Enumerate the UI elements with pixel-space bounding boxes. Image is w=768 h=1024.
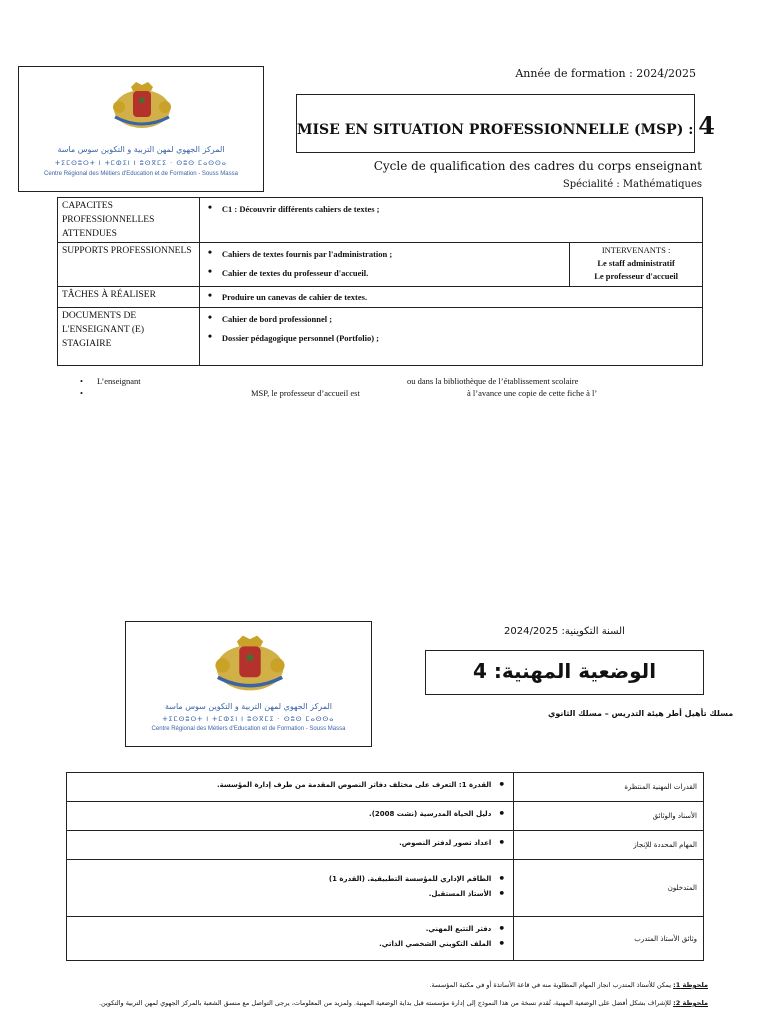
cycle-text: Cycle de qualification des cadres du corps enseignant [373,159,702,173]
row-documents [58,308,703,366]
logo-french-text: Centre Régional des Métiers d'Education et de Formation - Souss Massa [44,171,238,177]
msp-title-box [296,94,715,153]
ar-title-box [425,650,704,695]
ar-row [67,917,704,961]
taches-item: • Produire un canevas de cahier de textes. [204,290,698,304]
documents-item: • Cahier de bord professionnel ; [204,312,698,326]
intervenants-title: INTERVENANTS : [601,245,671,255]
row-capacites [58,198,703,243]
msp-table-ar [66,772,704,961]
royal-emblem-icon [111,79,173,131]
supports-item: • Cahier de textes du professeur d'accueil. [204,266,565,280]
ar-row-item: • اعداد تصور لدفتر النصوص. [73,839,507,847]
ar-row-item: • الأستاذ المستقبل. [73,890,507,898]
capacites-item: • C1 : Découvrir différents cahiers de textes ; [204,202,698,216]
note-fr-2-end: à l’avance une copie de cette fiche à l’ [467,388,598,398]
msp-table-fr [57,197,703,366]
logo-french-text: Centre Régional des Métiers d'Education et de Formation - Souss Massa [151,726,346,732]
ar-row-label: الأسناد والوثائق [514,802,704,831]
speciality-text: Spécialité : Mathématiques [562,179,702,190]
intervenants-cell [570,243,703,287]
training-year-ar: السنة التكوينية: 2024/2025 [504,626,625,637]
ar-row-item: • القدرة 1: التعرف على مختلف دفاتر النصوص المقدمة من طرف إدارة المؤسسة. [73,781,507,789]
ar-row [67,831,704,860]
ar-row [67,860,704,917]
ar-note-2-text: للإشراف بشكل أفضل على الوضعية المهنية، تُقدم نسخة من هذا النموذج إلى إدارة مؤسسته قبل بداية الوضعية المهنية. ولمزيد من المعلومات، يرجى التواصل مع منسق الشعبة بالمركز الجهوي لمهن التربية والتكوين. [98,999,674,1007]
ar-title: الوضعية المهنية: 4 [472,659,657,683]
ar-note-1-label: ملحوظة 1: [673,981,708,989]
logo-box-ar [125,621,372,747]
documents-label: DOCUMENTS DE L'ENSEIGNANT (E) STAGIAIRE [58,308,200,366]
ar-note-2-label: ملحوظة 2: [673,999,708,1007]
note-fr-1-end: ou dans la bibliothèque de l’établissement scolaire [407,376,579,386]
ar-row-label: القدرات المهنية المنتظرة [514,773,704,802]
logo-tifinagh-text: ⵜⵉⵎⵙⵓⵔⵜ ⵏ ⵜⵎⵀⵉⵏ ⵏ ⵓⵙⴳⵎⵉ · ⵙⵓⵙ ⵎⴰⵙⵙⴰ [162,715,335,723]
logo-arabic-text: المركز الجهوي لمهن التربية و التكوين سوس ماسة [57,145,225,154]
ar-row [67,773,704,802]
msp-title: MISE EN SITUATION PROFESSIONNELLE (MSP) : [297,122,699,138]
supports-label: SUPPORTS PROFESSIONNELS [58,243,200,287]
msp-number: 4 [698,111,715,140]
capacites-label: CAPACITES PROFESSIONNELLES ATTENDUES [58,198,200,243]
taches-label: TÂCHES À RÉALISER [58,287,200,308]
ar-row-item: • دفتر التتبع المهني. [73,925,507,933]
ar-note-2 [99,999,708,1007]
row-supports [58,243,703,287]
training-year: Année de formation : 2024/2025 [515,67,696,80]
ar-note-1-text: يمكن للأستاذ المتدرب انجاز المهام المطلوبة منه في قاعة الأساتذة أو في مكتبة المؤسسة. [429,981,674,989]
ar-note-1 [429,981,708,989]
ar-cycle: مسلك تأهيل أطر هيئة التدريس – مسلك الثانوي [548,709,734,718]
ar-row-item: • دليل الحياة المدرسية (نشت 2008). [73,810,507,818]
ar-row-item: • الطاقم الإداري للمؤسسة التطبيقية. (القدرة 1) [73,875,507,883]
intervenant-item: Le professeur d'accueil [594,271,678,281]
row-taches [58,287,703,308]
note-fr-2-start: MSP, le professeur d’accueil est [251,388,360,398]
ar-row-item: • الملف التكويني الشخصي الذاتي. [73,940,507,948]
supports-item: • Cahiers de textes fournis par l'administration ; [204,247,565,261]
intervenant-item: Le staff administratif [597,258,675,268]
ar-row [67,802,704,831]
ar-row-label: المهام المحددة للإنجاز [514,831,704,860]
documents-item: • Dossier pédagogique personnel (Portfolio) ; [204,331,698,345]
ar-row-label: المتدخلون [514,860,704,917]
royal-emblem-icon [206,632,294,694]
note-fr-1-start: L’enseignant [97,376,141,386]
ar-row-label: وثائق الأستاذ المتدرب [514,917,704,961]
logo-box-fr [18,66,264,192]
logo-arabic-text: المركز الجهوي لمهن التربية و التكوين سوس ماسة [164,702,332,711]
logo-tifinagh-text: ⵜⵉⵎⵙⵓⵔⵜ ⵏ ⵜⵎⵀⵉⵏ ⵏ ⵓⵙⴳⵎⵉ · ⵙⵓⵙ ⵎⴰⵙⵙⴰ [54,159,228,167]
